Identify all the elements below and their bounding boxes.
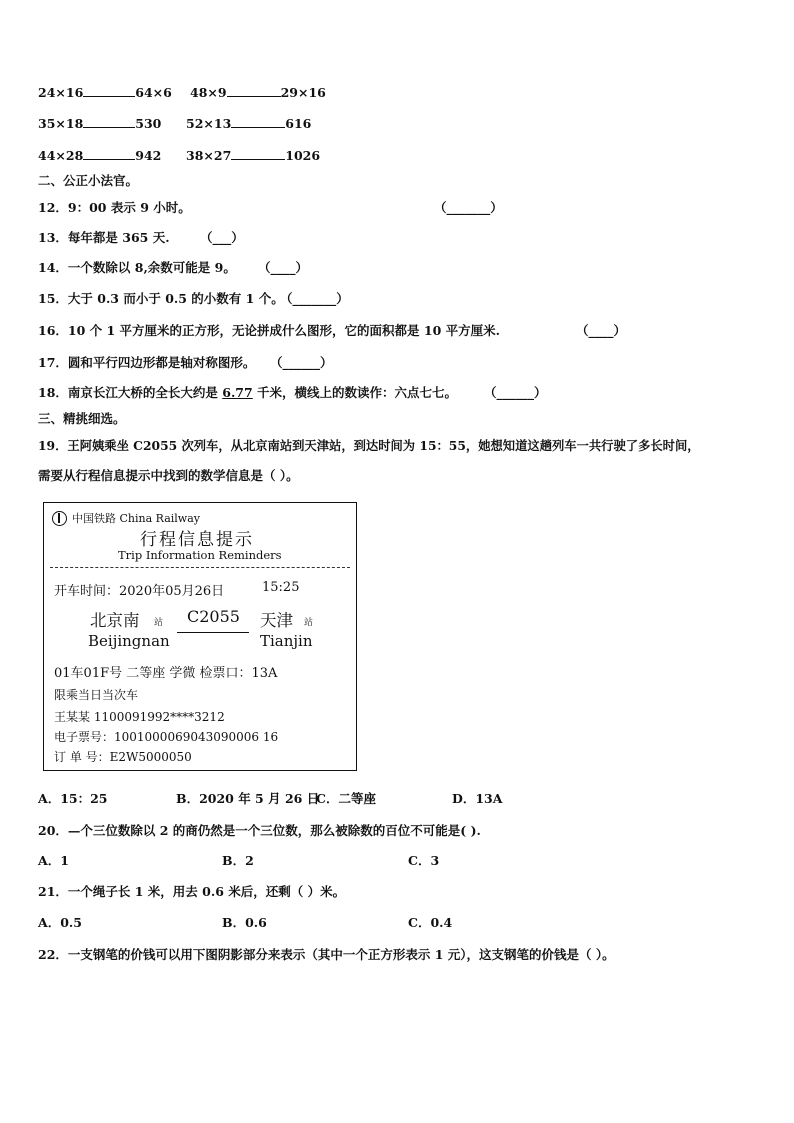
question-20: 20．—个三位数除以 2 的商仍然是一个三位数，那么被除数的百位不可能是( ). bbox=[38, 823, 481, 838]
question-21: 21．一个绳子长 1 米，用去 0.6 米后，还剩（ ）米。 bbox=[38, 884, 346, 899]
question-17: 17．圆和平行四边形都是轴对称图形。 bbox=[38, 355, 256, 370]
trip-info-ticket bbox=[43, 502, 357, 771]
answer-paren-15[interactable]: （_______） bbox=[280, 291, 349, 306]
question-19-line1: 19．王阿姨乘坐 C2055 次列车，从北京南站到天津站，到达时间为 15：55，她想知道这趟列车一共行驶了多长时间， bbox=[38, 438, 700, 453]
question-18 bbox=[38, 385, 457, 401]
ticket-title-cn: 行程信息提示 bbox=[140, 530, 254, 550]
answer-paren-17[interactable]: （______） bbox=[270, 355, 333, 370]
compare-expr: 1026 bbox=[285, 148, 321, 163]
compare-expr: 29×16 bbox=[280, 85, 326, 100]
compare-row-2b bbox=[186, 115, 311, 132]
answer-blank[interactable] bbox=[83, 147, 135, 160]
option-c[interactable]: C．0.4 bbox=[408, 915, 453, 930]
ticket-limit: 限乘当日当次车 bbox=[54, 688, 139, 702]
compare-expr: 44×28 bbox=[38, 148, 84, 163]
option-b[interactable]: B．2 bbox=[222, 853, 254, 868]
question-16: 16．10 个 1 平方厘米的正方形，无论拼成什么图形，它的面积都是 10 平方厘米. bbox=[38, 323, 500, 338]
railway-logo-icon bbox=[52, 511, 67, 526]
option-a[interactable]: A．15：25 bbox=[38, 791, 108, 806]
answer-paren-12[interactable]: （_______） bbox=[434, 200, 503, 215]
answer-blank[interactable] bbox=[227, 84, 281, 97]
compare-row-3b bbox=[186, 147, 320, 164]
option-a[interactable]: A．0.5 bbox=[38, 915, 82, 930]
ticket-to-en: Tianjin bbox=[260, 632, 313, 650]
compare-expr: 942 bbox=[135, 148, 162, 163]
answer-blank[interactable] bbox=[83, 115, 135, 128]
ticket-to-station: 天津 bbox=[260, 611, 293, 630]
answer-paren-18[interactable]: （______） bbox=[484, 385, 547, 400]
compare-expr: 35×18 bbox=[38, 116, 84, 131]
question-12: 12．9：00 表示 9 小时。 bbox=[38, 200, 191, 215]
question-22: 22．一支钢笔的价钱可以用下图阴影部分来表示（其中一个正方形表示 1 元），这支钢笔的价钱是（ ）。 bbox=[38, 947, 615, 962]
ticket-passenger: 王某某 1100091992****3212 bbox=[54, 710, 225, 724]
ticket-seat-info: 01车01F号 二等座 学微 检票口：13A bbox=[54, 666, 278, 681]
section-heading-3: 三、精挑细选。 bbox=[38, 411, 126, 426]
answer-paren-13[interactable]: （___） bbox=[200, 230, 244, 245]
section-heading-2: 二、公正小法官。 bbox=[38, 173, 139, 188]
answer-blank[interactable] bbox=[231, 115, 285, 128]
compare-expr: 52×13 bbox=[186, 116, 232, 131]
answer-paren-16[interactable]: （____） bbox=[576, 323, 627, 338]
question-15: 15．大于 0.3 而小于 0.5 的小数有 1 个。 bbox=[38, 291, 284, 306]
ticket-from-en: Beijingnan bbox=[88, 632, 170, 650]
compare-row-2 bbox=[38, 115, 161, 132]
option-b[interactable]: B．0.6 bbox=[222, 915, 267, 930]
question-19-line2: 需要从行程信息提示中找到的数学信息是（ ）。 bbox=[38, 468, 299, 483]
ticket-depart-time: 15:25 bbox=[262, 580, 300, 595]
compare-row-1 bbox=[38, 84, 172, 101]
question-13: 13．每年都是 365 天. bbox=[38, 230, 170, 245]
option-b[interactable]: B．2020 年 5 月 26 日 bbox=[176, 791, 320, 806]
ticket-brand: 中国铁路 China Railway bbox=[72, 512, 200, 525]
ticket-order-no: 订 单 号：E2W5000050 bbox=[54, 750, 192, 764]
answer-blank[interactable] bbox=[83, 84, 135, 97]
ticket-eticket-no: 电子票号：1001000069043090006 16 bbox=[54, 730, 279, 744]
question-18-post: 千米，横线上的数读作：六点七七。 bbox=[252, 385, 458, 400]
compare-expr: 48×9 bbox=[190, 85, 227, 100]
compare-expr: 38×27 bbox=[186, 148, 232, 163]
ticket-title-en: Trip Information Reminders bbox=[118, 548, 282, 562]
question-14: 14．一个数除以 8,余数可能是 9。 bbox=[38, 260, 236, 275]
option-c[interactable]: C．3 bbox=[408, 853, 440, 868]
ticket-from-station: 北京南 bbox=[90, 611, 140, 630]
answer-paren-14[interactable]: （____） bbox=[258, 260, 309, 275]
compare-expr: 530 bbox=[135, 116, 162, 131]
answer-blank[interactable] bbox=[231, 147, 285, 160]
station-mark: 站 bbox=[154, 618, 164, 628]
option-a[interactable]: A．1 bbox=[38, 853, 69, 868]
dashed-divider bbox=[50, 567, 350, 568]
compare-expr: 24×16 bbox=[38, 85, 84, 100]
compare-row-1b bbox=[190, 84, 326, 101]
option-c[interactable]: C．二等座 bbox=[316, 791, 376, 806]
ticket-depart-date: 开车时间：2020年05月26日 bbox=[54, 584, 225, 599]
compare-expr: 64×6 bbox=[135, 85, 172, 100]
ticket-train-number: C2055 bbox=[187, 607, 240, 626]
question-18-pre: 18．南京长江大桥的全长大约是 bbox=[38, 385, 223, 400]
underlined-number: 6.77 bbox=[222, 385, 253, 400]
compare-expr: 616 bbox=[285, 116, 312, 131]
station-mark: 站 bbox=[304, 618, 314, 628]
compare-row-3 bbox=[38, 147, 161, 164]
option-d[interactable]: D．13A bbox=[452, 791, 503, 806]
train-arrow-line bbox=[177, 632, 249, 633]
